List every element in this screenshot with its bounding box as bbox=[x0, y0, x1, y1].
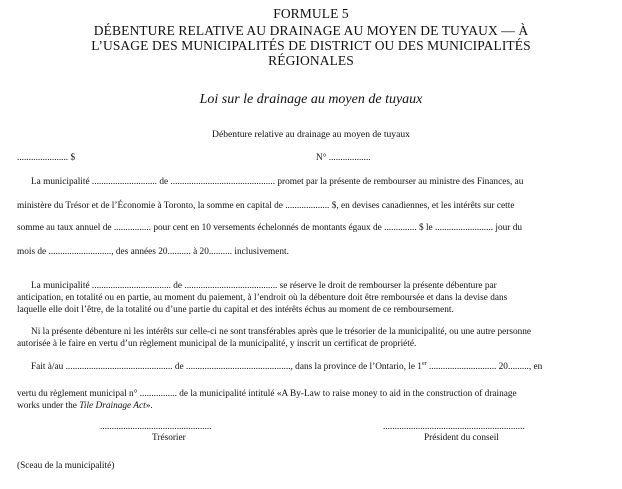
paragraph-1-line-4: mois de ..........................., des années 20.......... à 20.......... inclusivement. bbox=[17, 247, 289, 257]
act-reference: Tile Drainage Act bbox=[79, 401, 146, 411]
paragraph-3-line-1: Ni la présente débenture ni les intérêts sur celle-ci ne sont transférables après que le trésorier de la municipalité, ou une autre personne bbox=[31, 327, 532, 337]
execution-line-3 bbox=[17, 400, 153, 412]
paragraph-1-line-1: La municipalité ............................ de ............................................. promet par la présente de rembourser au ministre des Finances, au bbox=[31, 177, 524, 187]
municipal-seal-note: (Sceau de la municipalité) bbox=[17, 461, 115, 471]
paragraph-1-line-3: somme au taux annuel de ................ pour cent en 10 versements échelonnés de montants égaux de .............. $ le ......................... jour du bbox=[17, 223, 523, 233]
president-signature-line: ............................................................. bbox=[383, 422, 525, 432]
ordinal-superscript: er bbox=[421, 361, 427, 367]
debenture-number: N° .................. bbox=[316, 153, 371, 163]
paragraph-2-line-1: La municipalité .................................. de ........................................ se réserve le droit de rembourser la présente débenture par bbox=[31, 281, 497, 291]
form-title-line-1: DÉBENTURE RELATIVE AU DRAINAGE AU MOYEN DE TUYAUX — À bbox=[93, 23, 529, 38]
paragraph-2-line-3: laquelle elle doit l’être, de la totalité ou d’une partie du capital et des intérêts échus au moment de ce remboursement. bbox=[17, 305, 454, 315]
execution-closing: ». bbox=[145, 401, 153, 411]
president-label: Président du conseil bbox=[424, 433, 499, 443]
document-title: Débenture relative au drainage au moyen de tuyaux bbox=[212, 129, 410, 140]
execution-line-2: vertu du règlement municipal n° ................ de la municipalité intitulé «A By-Law to raise money to aid in the construction of drainage bbox=[17, 389, 517, 399]
paragraph-3-line-2: autorisée à le faire en vertu d’un règlement municipal de la municipalité, y inscrit un certificat de propriété. bbox=[17, 339, 417, 349]
form-title-line-3: RÉGIONALES bbox=[268, 53, 354, 68]
treasurer-label: Trésorier bbox=[152, 433, 186, 443]
paragraph-2-line-2: anticipation, en totalité ou en partie, au moment du paiement, à l’endroit où la débenture doit être remboursée et dans la devise dans bbox=[17, 293, 508, 303]
form-number: FORMULE 5 bbox=[273, 6, 349, 21]
act-name: Loi sur le drainage au moyen de tuyaux bbox=[199, 92, 423, 107]
paragraph-1-line-2: ministère du Trésor et de l’Économie à Toronto, la somme en capital de ................... $, en devises canadiennes, et les intérêts sur cette bbox=[17, 201, 515, 211]
form-title-line-2: L’USAGE DES MUNICIPALITÉS DE DISTRICT OU DES MUNICIPALITÉS bbox=[91, 38, 531, 53]
treasurer-signature-line: ................................................ bbox=[100, 422, 212, 432]
execution-year: ............................. 20........., en bbox=[426, 362, 543, 372]
execution-works-text: works under the bbox=[17, 401, 80, 411]
execution-place-date: Fait à/au .............................................. de ............................................., dans la province de l’Ontario, le 1 bbox=[31, 362, 422, 372]
execution-line-1 bbox=[31, 361, 542, 373]
amount-blank: ...................... $ bbox=[17, 153, 76, 163]
